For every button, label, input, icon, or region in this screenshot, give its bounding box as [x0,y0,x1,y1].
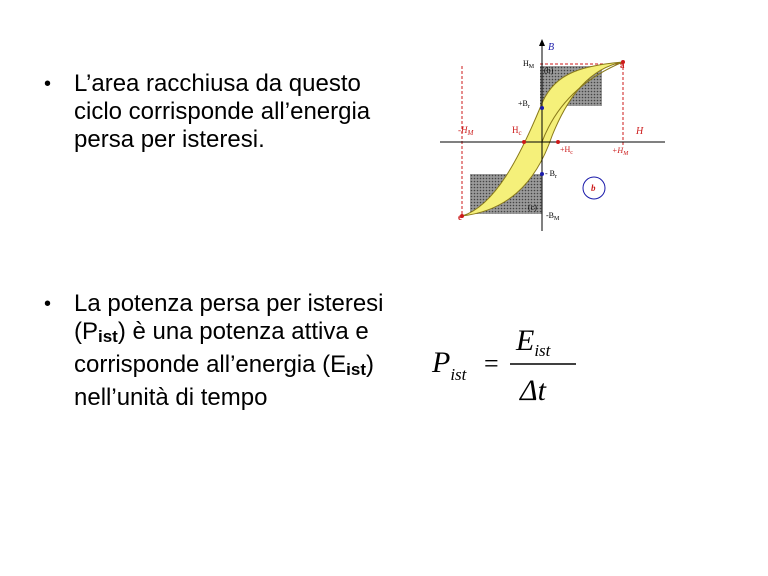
point-c-label: (c) [528,203,537,212]
label-b: b [591,183,596,193]
point-a-label: a [620,60,625,70]
bullet-text: L’area racchiusa da questo ciclo corrisponde all’energia persa per isteresi. [74,70,371,153]
formula-equals: = [484,349,499,378]
hc-pos-label: $+H_c$ [560,145,573,156]
point-b-label: (b) [544,66,554,75]
bullet-marker: • [44,73,52,95]
subscript-ist: ist [346,360,366,379]
formula-numerator: $E_{ist}$ [516,324,551,360]
hysteresis-loop-diagram [440,36,665,236]
point-hc-pos-marker [556,140,560,144]
subscript-ist: ist [98,327,118,346]
point-e-label: e [458,212,462,222]
text-part-1: La potenza persa per isteresi (P [74,290,384,345]
hm-bm-label: $H_M$ [523,59,535,70]
hm-pos-label: $+H_M$ [612,146,629,157]
br-pos-label: $+B_r$ [518,99,530,110]
point-br-pos-marker [540,106,544,110]
formula-lhs: $P_{ist}$ [432,346,467,384]
point-hc-neg-marker [522,140,526,144]
axis-h-label: H [636,126,644,137]
b-axis-arrow [539,39,545,46]
br-neg-label: - $B_r$ [545,169,557,180]
formula-denominator: Δt [520,374,546,407]
hc-neg-label: $H_c$ [512,125,522,137]
text-part-2: ) è una potenza attiva e corrisponde all’energia (E [74,318,369,378]
bullet-energy-loss [44,70,384,154]
bullet-power-loss [44,290,384,412]
axis-b-label: B [548,42,555,53]
bullet-text [74,290,384,412]
hm-neg-label: $-H_M$ [458,125,474,137]
bm-neg-label: $-B_M$ [546,211,560,222]
text-part-3: ) nell’unità di tempo [74,351,374,411]
hysteresis-power-formula [428,320,588,410]
point-br-neg-marker [540,172,544,176]
bullet-marker: • [44,293,52,315]
